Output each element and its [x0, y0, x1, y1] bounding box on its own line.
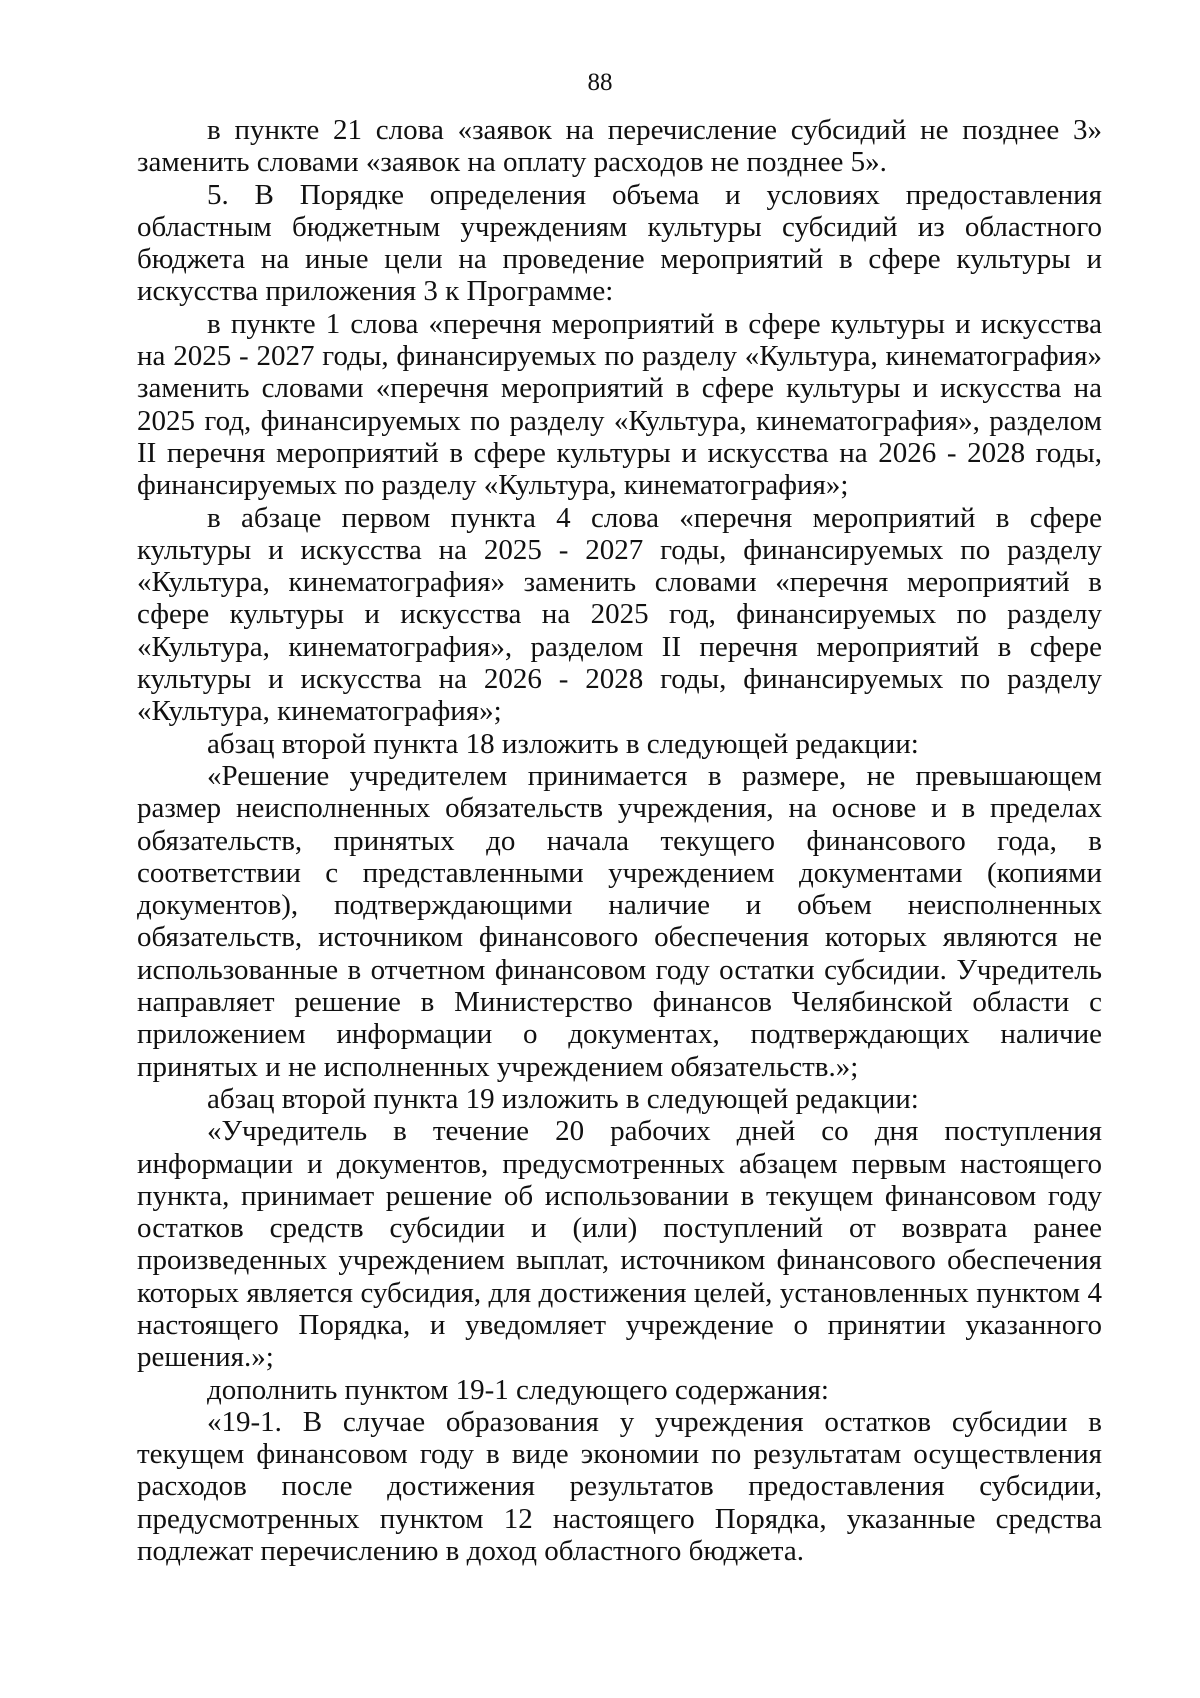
paragraph-clause-1-amendment: в пункте 1 слова «перечня мероприятий в сфере культуры и искусства на 2025 - 2027 годы, финансируемых по разделу «Культура, кинематография» заменить словами «перечня мероприятий в сфере культуры и искусства на 2025 год, финансируемых по разделу «Культура, кинематография», разделом II перечня мероприятий в сфере культуры и искусства на 2026 - 2028 годы, финансируемых по разделу «Культура, кинематография»;: [137, 307, 1102, 502]
paragraph-clause-19-intro: абзац второй пункта 19 изложить в следующей редакции:: [207, 1082, 919, 1115]
page-number: 88: [587, 69, 613, 96]
paragraph-clause-19-text: «Учредитель в течение 20 рабочих дней со дня поступления информации и документов, предусмотренных абзацем первым настоящего пункта, принимает решение об использовании в текущем финансовом году остатков средств субсидии и (или) поступлений от возврата ранее произведенных учреждением выплат, источником финансового обеспечения которых является субсидия, для достижения целей, установленных пунктом 4 настоящего Порядка, и уведомляет учреждение о принятии указанного решения.»;: [137, 1115, 1102, 1374]
paragraph-clause-21-replacement: в пункте 21 слова «заявок на перечисление субсидий не позднее 3» заменить словами «заявок на оплату расходов не позднее 5».: [137, 114, 1102, 179]
document-body: [137, 114, 1102, 1567]
paragraph-clause-19-1-intro: дополнить пунктом 19-1 следующего содержания:: [207, 1373, 829, 1406]
paragraph-clause-18-intro: абзац второй пункта 18 изложить в следующей редакции:: [207, 727, 919, 760]
paragraph-clause-4-amendment: в абзаце первом пункта 4 слова «перечня мероприятий в сфере культуры и искусства на 2025 - 2027 годы, финансируемых по разделу «Культура, кинематография» заменить словами «перечня мероприятий в сфере культуры и искусства на 2025 год, финансируемых по разделу «Культура, кинематография», разделом II перечня мероприятий в сфере культуры и искусства на 2026 - 2028 годы, финансируемых по разделу «Культура, кинематография»;: [137, 501, 1102, 728]
paragraph-clause-19-1-text: «19-1. В случае образования у учреждения остатков субсидии в текущем финансовом году в виде экономии по результатам осуществления расходов после достижения результатов предоставления субсидии, предусмотренных пунктом 12 настоящего Порядка, указанные средства подлежат перечислению в доход областного бюджета.: [137, 1405, 1102, 1568]
paragraph-clause-18-text: «Решение учредителем принимается в размере, не превышающем размер неисполненных обязательств учреждения, на основе и в пределах обязательств, принятых до начала текущего финансового года, в соответствии с представленными учреждением документами (копиями документов), подтверждающими наличие и объем неисполненных обязательств, источником финансового обеспечения которых являются не использованные в отчетном финансовом году остатки субсидии. Учредитель направляет решение в Министерство финансов Челябинской области с приложением информации о документах, подтверждающих наличие принятых и не исполненных учреждением обязательств.»;: [137, 759, 1102, 1083]
paragraph-item-5-heading: 5. В Порядке определения объема и условиях предоставления областным бюджетным учреждениям культуры субсидий из областного бюджета на иные цели на проведение мероприятий в сфере культуры и искусства приложения 3 к Программе:: [137, 178, 1102, 308]
